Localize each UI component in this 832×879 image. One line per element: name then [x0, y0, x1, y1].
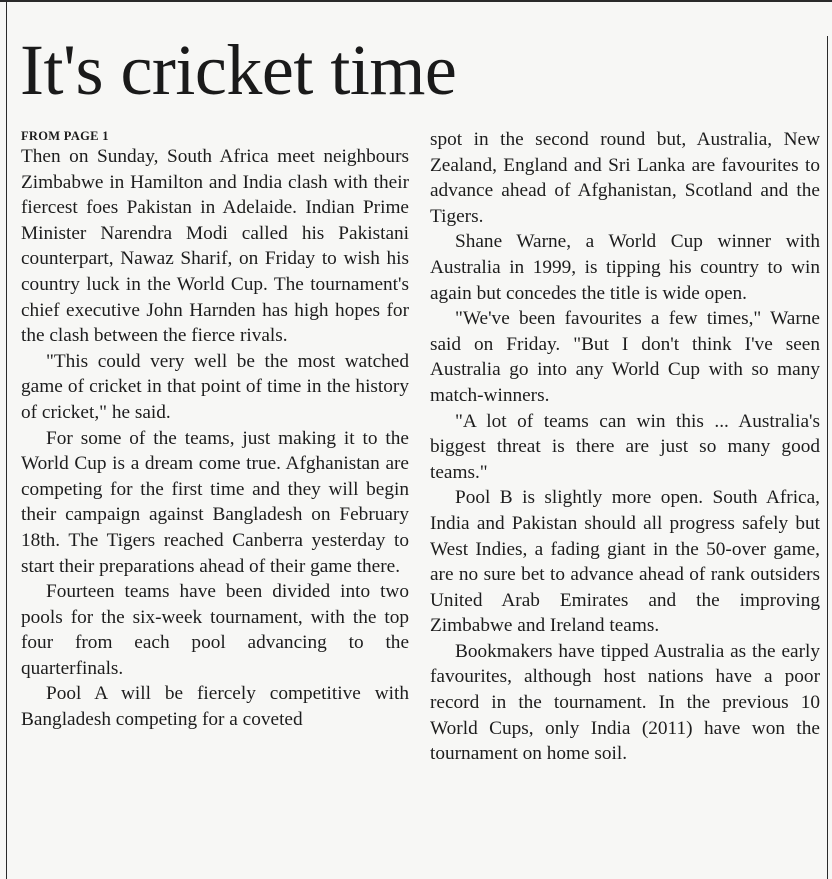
paragraph: Fourteen teams have been divided into two pools for the six-week tournament, with the top four from each pool advancing to the quarterfinals.: [21, 581, 409, 679]
paragraph: Shane Warne, a World Cup winner with Australia in 1999, is tipping his country to win again but concedes the title is wide open.: [430, 231, 820, 304]
paragraph: spot in the second round but, Australia, New Zealand, England and Sri Lanka are favourites to advance ahead of Afghanistan, Scotland and the Tigers.: [430, 129, 820, 227]
left-rule: [6, 2, 7, 879]
paragraph: For some of the teams, just making it to the World Cup is a dream come true. Afghanistan are competing for the first time and they will begin their campaign against Bangladesh on February 18th. The Tigers reached Canberra yesterday to start their preparations ahead of their game there.: [21, 427, 409, 577]
continuation-kicker: FROM PAGE 1: [21, 129, 109, 143]
paragraph: "A lot of teams can win this ... Australia's biggest threat is there are just so many good teams.": [430, 410, 820, 483]
article-column-left: [21, 128, 409, 733]
article-column-right: [430, 127, 820, 767]
paragraph: Pool B is slightly more open. South Africa, India and Pakistan should all progress safely but West Indies, a fading giant in the 50-over game, are no sure bet to advance ahead of rank outsiders United Arab Emirates and the improving Zimbabwe and Ireland teams.: [430, 487, 820, 637]
paragraph: Pool A will be fiercely competitive with Bangladesh competing for a coveted: [21, 683, 409, 731]
top-rule: [0, 0, 832, 2]
paragraph: Bookmakers have tipped Australia as the early favourites, although host nations have a poor record in the tournament. In the previous 10 World Cups, only India (2011) have won the tournament on home soil.: [430, 640, 820, 765]
paragraph: "This could very well be the most watched game of cricket in that point of time in the history of cricket," he said.: [21, 350, 409, 423]
paragraph: Then on Sunday, South Africa meet neighbours Zimbabwe in Hamilton and India clash with their fiercest foes Pakistan in Adelaide. Indian Prime Minister Narendra Modi called his Pakistani counterpart, Nawaz Sharif, on Friday to wish his country luck in the World Cup. The tournament's chief executive John Harnden has high hopes for the clash between the fierce rivals.: [21, 146, 409, 347]
headline: It's cricket time: [20, 30, 457, 110]
paragraph: "We've been favourites a few times," Warne said on Friday. "But I don't think I've seen Australia go into any World Cup with so many match-winners.: [430, 308, 820, 406]
right-rule: [827, 36, 828, 879]
